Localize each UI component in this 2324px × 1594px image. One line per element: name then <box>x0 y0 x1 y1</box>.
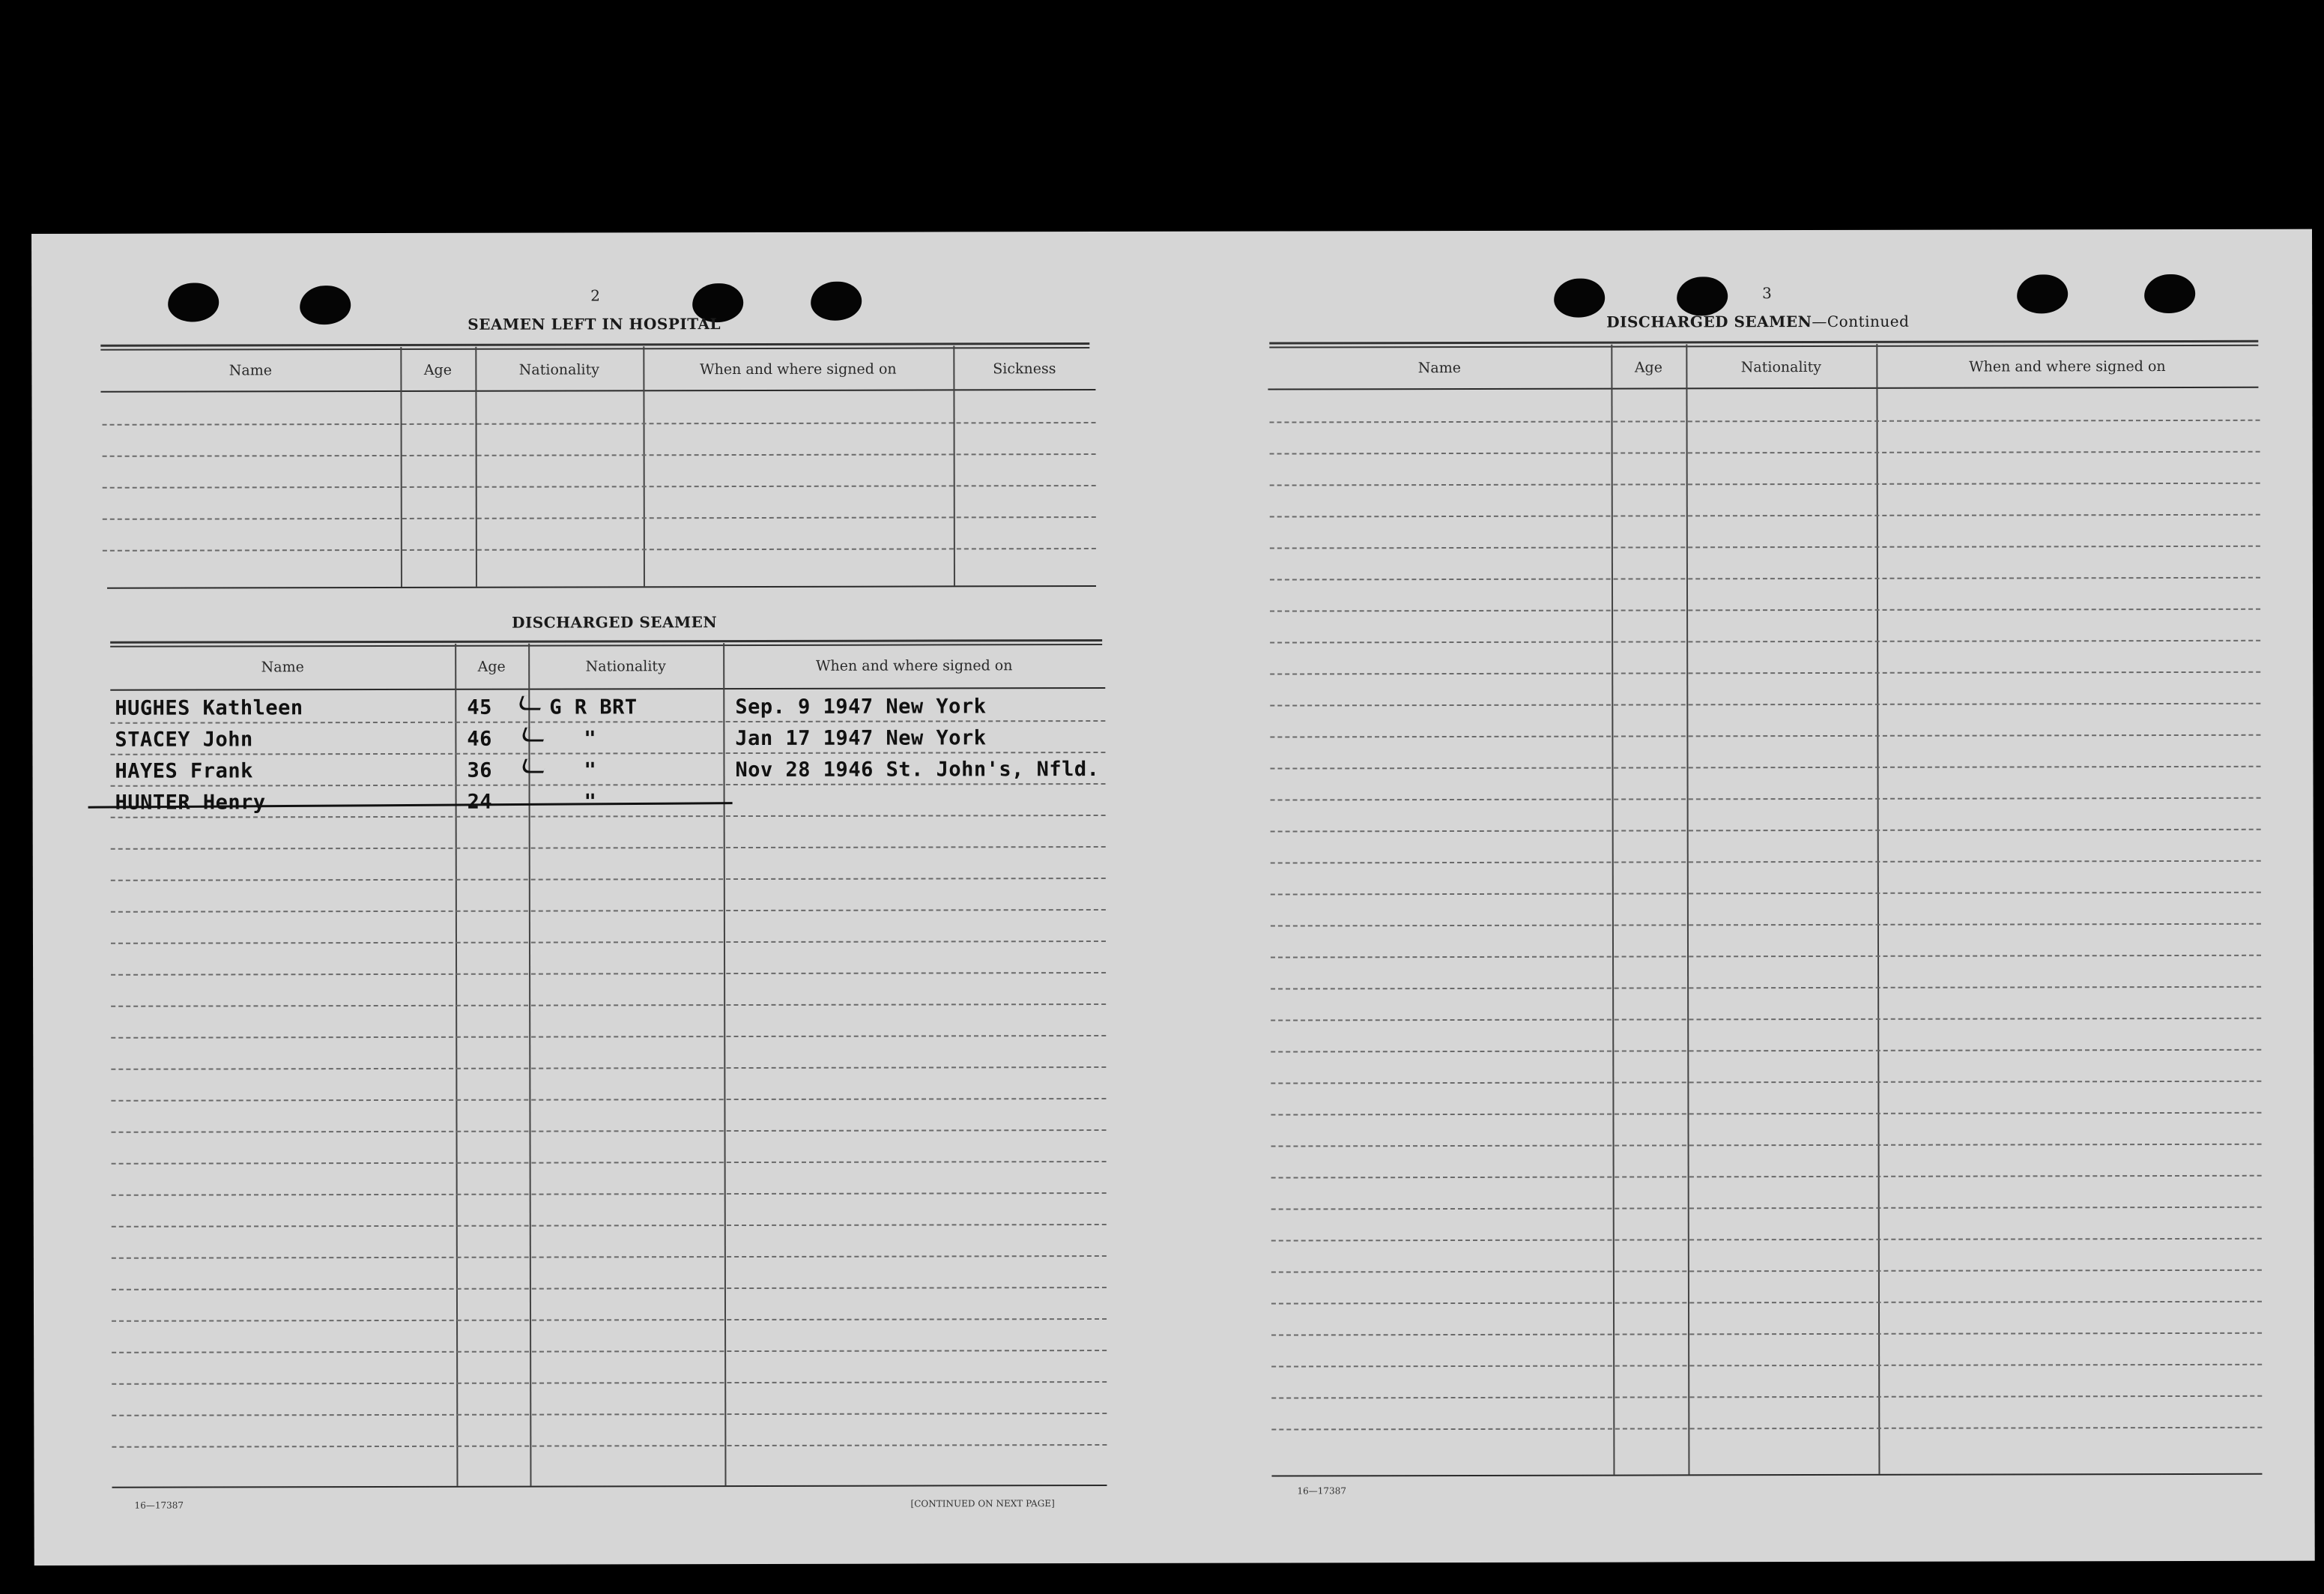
entry-line <box>110 752 1105 755</box>
punch-hole <box>300 286 351 324</box>
punch-hole <box>1677 277 1728 316</box>
entry-line <box>1270 766 2260 770</box>
entry-line <box>103 485 1096 489</box>
entry-line <box>112 1413 1107 1416</box>
column-header-age: Age <box>1634 359 1662 376</box>
entry-line <box>1270 577 2260 581</box>
entry-line <box>1270 640 2260 644</box>
column-header-name: Name <box>229 362 273 379</box>
punch-hole <box>811 282 862 321</box>
entry-line <box>1270 420 2260 423</box>
seaman-signed-on: Jan 17 1947 New York <box>735 726 987 751</box>
seaman-nationality: G R BRT <box>549 695 638 719</box>
column-header-name: Name <box>261 659 304 676</box>
seaman-age: 24 <box>467 790 493 814</box>
column-header-age: Age <box>477 658 506 675</box>
table-top-rule <box>100 342 1089 351</box>
page-number: 3 <box>1762 284 1772 303</box>
entry-line <box>1270 514 2260 518</box>
entry-line <box>111 972 1106 976</box>
entry-line <box>1271 1270 2262 1273</box>
entry-line <box>1271 1207 2262 1210</box>
entry-line <box>112 1192 1107 1196</box>
document-sheet <box>31 229 2315 1566</box>
entry-line <box>112 1129 1107 1133</box>
seaman-name: STACEY John <box>115 728 253 752</box>
entry-line <box>1270 451 2260 455</box>
check-mark <box>520 728 548 742</box>
seaman-age: 36 <box>467 758 493 782</box>
entry-line <box>1271 1175 2262 1179</box>
table-top-rule <box>110 639 1102 647</box>
entry-line <box>112 1444 1107 1448</box>
continued-note: [CONTINUED ON NEXT PAGE] <box>910 1498 1055 1509</box>
entry-line <box>1271 986 2261 990</box>
form-number: 16—17387 <box>1297 1485 1346 1497</box>
entry-line <box>1271 1112 2261 1116</box>
discharged-continued-title: DISCHARGED SEAMEN—Continued <box>1606 312 1910 331</box>
header-rule <box>100 389 1095 393</box>
entry-line <box>111 815 1106 818</box>
header-rule <box>110 687 1105 691</box>
entry-line <box>1271 1301 2262 1305</box>
table-bottom-rule <box>107 585 1096 589</box>
seaman-name: HUGHES Kathleen <box>115 696 303 720</box>
entry-line <box>1271 955 2261 958</box>
entry-line <box>1270 609 2260 612</box>
entry-line <box>1271 1395 2262 1399</box>
form-number: 16—17387 <box>134 1500 184 1511</box>
column-header-name: Name <box>1417 360 1462 377</box>
entry-line <box>1270 483 2260 486</box>
header-rule <box>1268 387 2258 390</box>
column-header-nationality: Nationality <box>1740 358 1821 376</box>
table-top-rule <box>1269 340 2258 348</box>
entry-line <box>112 1287 1107 1290</box>
entry-line <box>112 1224 1107 1228</box>
entry-line <box>1271 1364 2262 1368</box>
entry-line <box>1271 829 2261 833</box>
entry-line <box>111 846 1106 850</box>
entry-line <box>1271 860 2261 864</box>
entry-line <box>1271 1144 2262 1147</box>
column-header-sickness: Sickness <box>993 360 1056 378</box>
column-header-signed-on: When and where signed on <box>700 360 897 378</box>
column-divider <box>1686 344 1689 1474</box>
column-divider <box>455 644 458 1486</box>
page-3 <box>1170 229 2315 1563</box>
entry-line <box>1270 703 2260 707</box>
table-bottom-rule <box>1271 1473 2262 1477</box>
punch-hole <box>168 283 219 321</box>
discharged-section-title: DISCHARGED SEAMEN <box>512 613 718 632</box>
seaman-nationality: " <box>584 727 597 751</box>
seaman-nationality: " <box>584 790 597 814</box>
seaman-nationality: " <box>584 758 597 782</box>
column-divider <box>1876 344 1880 1474</box>
entry-line <box>103 548 1096 552</box>
entry-line <box>1270 671 2260 675</box>
entry-line <box>103 453 1096 457</box>
column-header-signed-on: When and where signed on <box>1969 358 2166 375</box>
entry-line <box>111 941 1106 944</box>
column-divider <box>723 643 726 1485</box>
entry-line <box>111 1098 1106 1102</box>
column-header-age: Age <box>423 361 452 378</box>
entry-line <box>1271 923 2261 927</box>
entry-line <box>112 1161 1107 1165</box>
entry-line <box>112 1350 1107 1353</box>
seaman-name: HAYES Frank <box>115 759 253 783</box>
entry-line <box>111 878 1106 881</box>
column-header-signed-on: When and where signed on <box>815 657 1013 674</box>
punch-hole <box>2017 274 2068 313</box>
entry-line <box>112 1381 1107 1385</box>
punch-hole <box>1554 279 1605 318</box>
entry-line <box>111 909 1106 913</box>
table-bottom-rule <box>112 1485 1107 1488</box>
seaman-age: 46 <box>467 727 492 751</box>
entry-line <box>111 783 1106 787</box>
entry-line <box>1271 1081 2261 1084</box>
entry-line <box>1271 1238 2262 1242</box>
entry-line <box>1271 1049 2261 1053</box>
entry-line <box>111 1003 1106 1007</box>
entry-line <box>1270 546 2260 549</box>
entry-line <box>110 720 1105 724</box>
seaman-signed-on: Nov 28 1946 St. John's, Nfld. <box>735 758 1100 782</box>
page-2 <box>31 232 1173 1566</box>
entry-line <box>112 1318 1107 1322</box>
entry-line <box>1271 797 2261 801</box>
entry-line <box>1271 1427 2262 1431</box>
page-number: 2 <box>590 286 600 305</box>
punch-hole <box>2144 274 2195 313</box>
entry-line <box>1271 1332 2262 1336</box>
column-header-nationality: Nationality <box>518 361 599 378</box>
seaman-age: 45 <box>467 695 492 719</box>
check-mark <box>520 759 548 773</box>
entry-line <box>111 1035 1106 1039</box>
entry-line <box>103 516 1096 520</box>
column-header-nationality: Nationality <box>585 658 666 675</box>
check-mark <box>517 696 545 710</box>
entry-line <box>103 422 1096 426</box>
hospital-section-title: SEAMEN LEFT IN HOSPITAL <box>467 315 721 333</box>
entry-line <box>1271 892 2261 896</box>
entry-line <box>1271 1018 2261 1021</box>
entry-line <box>1270 734 2260 738</box>
column-divider <box>1611 345 1615 1475</box>
entry-line <box>111 1066 1106 1070</box>
seaman-signed-on: Sep. 9 1947 New York <box>735 695 987 719</box>
entry-line <box>112 1255 1107 1259</box>
seaman-name-struck: HUNTER Henry <box>115 791 266 815</box>
